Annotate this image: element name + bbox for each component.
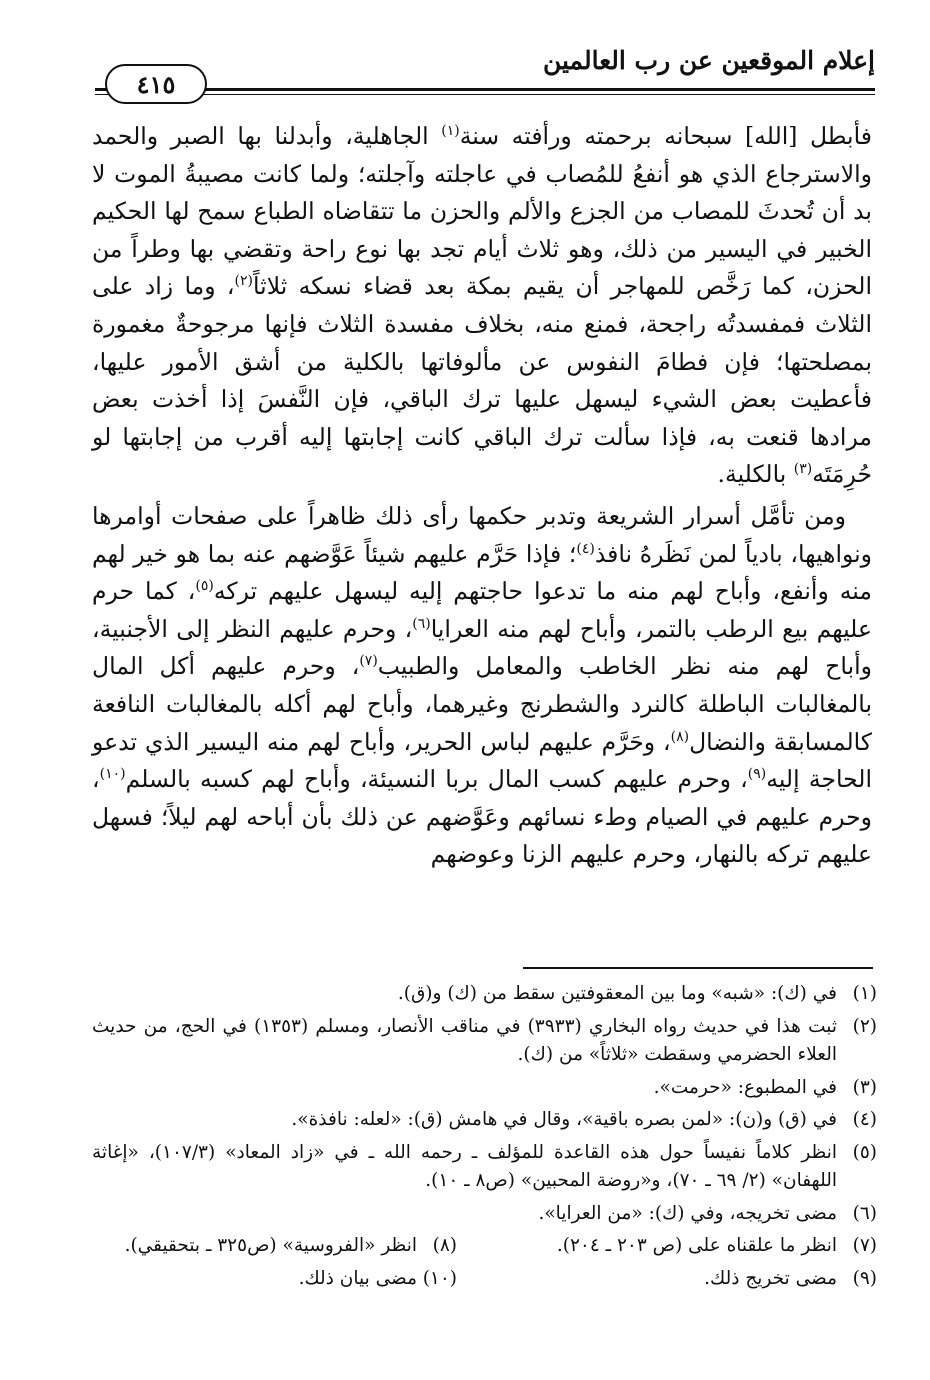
- footnote-ref: (٥): [195, 578, 214, 595]
- page-header: [95, 38, 875, 106]
- paragraph-1: [92, 118, 872, 494]
- footnote-text: في المطبوع: «حرمت».: [653, 1076, 837, 1098]
- footnote-ref: (٣): [793, 461, 813, 478]
- text-run: ، وما زاد على الثلاث فمفسدتُه راجحة، فمنع منه، بخلاف مفسدة الثلاث فإنها مرجوحةٌ مغمورة بمصلحتها؛ فإن فطامَ النفوس عن مألوفاتها بالكلية من أشق الأمور عليها، فأعطيت بعض الشيء ليسهل عليها ترك الباقي، فإن النَّفسَ إذا أخذت بعض مرادها قنعت به، فإذا سألت ترك الباقي كانت إجابتها إليه أقرب من إجابتها لو حُرِمَتَه: [92, 272, 872, 489]
- footnote-text: مضى تخريجه، وفي (ك): «من العرايا».: [538, 1202, 837, 1224]
- main-text: [92, 118, 872, 874]
- footnote-number: (٧): [852, 1235, 877, 1256]
- footnote-number: (١): [852, 983, 877, 1004]
- text-run: الجاهلية، وأبدلنا بها الصبر والحمد والاسترجاع الذي هو أنفعُ للمُصاب في عاجلته وآجلته؛ ولما كانت مصيبةُ الموت لا بد أن تُحدثَ للمصاب من الجزع والألم والحزن ما تتقاضاه الطباع سمح لها الحكيم الخبير في اليسير من ذلك، وهو ثلاث أيام تجد بها نوع راحة وتقضي بها وطراً من الحزن، كما رَخَّص للمهاجر أن يقيم بمكة بعد قضاء نسكه ثلاثاً: [92, 122, 872, 301]
- header-rule-thin: [95, 94, 875, 95]
- footnote-ref: (١): [441, 123, 460, 140]
- footnote-number: (٣): [852, 1076, 877, 1098]
- text-run: ، وحرم عليهم أكل المال بالمغالبات الباطلة كالنرد والشطرنج وغيرهما، وأباح لهم أكله بالمغالبات النافعة كالمسابقة والنضال: [92, 652, 872, 756]
- footnote-number: (٢): [852, 1015, 877, 1037]
- paragraph-2: [92, 498, 872, 874]
- footnote-1: [92, 980, 877, 1009]
- footnote-number: (٦): [852, 1202, 877, 1224]
- header-rule-thick: [95, 88, 875, 91]
- footnote-text: انظر «الفروسية» (ص٣٢٥ ـ بتحقيقي).: [124, 1235, 417, 1256]
- footnote-text: انظر ما علقناه على (ص ٢٠٣ ـ ٢٠٤).: [556, 1235, 837, 1256]
- footnote-ref: (٤): [576, 540, 595, 557]
- page-number: ٤١٥: [136, 69, 176, 99]
- footnote-number: (٤): [852, 1109, 877, 1130]
- footnote-text: مضى تخريج ذلك.: [704, 1267, 837, 1289]
- footnote-ref: (٦): [412, 615, 431, 632]
- footnote-ref: (٧): [359, 653, 378, 670]
- footnote-4: [92, 1106, 877, 1135]
- text-run: ، وحرم عليهم في الصيام وطء نسائهم وعَوَّضهم عن ذلك بأن أباحه لهم ليلاً؛ فسهل عليهم تركه بالنهار، وحرم عليهم الزنا وعوضهم: [92, 765, 872, 869]
- footnote-ref: (٨): [670, 728, 690, 745]
- footnote-ref: (١٠): [99, 766, 126, 783]
- footnotes: [92, 980, 877, 1297]
- footnote-3: [92, 1074, 877, 1103]
- footnote-5: [92, 1139, 877, 1196]
- footnote-text: مضى بيان ذلك.: [298, 1267, 417, 1289]
- footnote-text: انظر كلاماً نفيساً حول هذه القاعدة للمؤلف ـ رحمه الله ـ في «زاد المعاد» (١٠٧/٣)، «إغاثة اللهفان» (٢/ ٦٩ ـ ٧٠)، و«روضة المحبين» (ص٨ ـ ١٠).: [92, 1141, 838, 1191]
- footnote-7: [457, 1232, 877, 1261]
- text-run: ، كما حرم عليهم بيع الرطب بالتمر، وأباح لهم منه العرايا: [92, 577, 872, 643]
- footnote-9: [457, 1265, 877, 1294]
- footnote-row-7-8: [92, 1232, 877, 1261]
- footnote-2: [92, 1013, 877, 1070]
- footnote-separator: [523, 967, 873, 969]
- footnote-ref: (٩): [747, 766, 767, 783]
- text-run: ومن تأمَّل أسرار الشريعة وتدبر حكمها رأى ذلك ظاهراً على صفحات أوامرها ونواهيها، بادياً لمن نَظَرهُ نافذ: [92, 501, 872, 568]
- footnote-ref: (٢): [234, 273, 253, 290]
- footnote-text: في (ق) و(ن): «لمن بصره باقية»، وقال في هامش (ق): «لعله: نافذة».: [291, 1109, 837, 1130]
- running-title: إعلام الموقعين عن رب العالمين: [542, 46, 875, 75]
- text-run: ، وحَرَّم عليهم لباس الحرير، وأباح لهم منه اليسير الذي تدعو الحاجة إليه: [92, 727, 872, 794]
- footnote-number: (٨): [432, 1235, 457, 1256]
- text-run: بالكلية.: [717, 460, 794, 489]
- footnote-10: [92, 1265, 457, 1294]
- text-run: ، وحرم عليهم كسب المال بربا النسيئة، وأباح لهم كسبه بالسلم: [125, 765, 748, 794]
- footnote-number: (٩): [852, 1267, 877, 1289]
- footnote-6: [92, 1200, 877, 1229]
- footnote-row-9-10: [92, 1265, 877, 1294]
- footnote-number: (١٠): [422, 1267, 457, 1289]
- page-number-badge: [105, 64, 207, 104]
- footnote-text: ثبت هذا في حديث رواه البخاري (٣٩٣٣) في مناقب الأنصار، ومسلم (١٣٥٣) في الحج، من حديث العلاء الحضرمي وسقطت «ثلاثاً» من (ك).: [92, 1015, 837, 1065]
- text-run: ، وحرم عليهم النظر إلى الأجنبية، وأباح لهم منه نظر الخاطب والمعامل والطبيب: [92, 614, 873, 681]
- text-run: فأبطل [الله] سبحانه برحمته ورأفته سنة: [459, 122, 872, 150]
- footnote-number: (٥): [852, 1141, 877, 1163]
- text-run: ؛ فإذا حَرَّم عليهم شيئاً عَوَّضهم عنه بما هو خير لهم منه وأنفع، وأباح لهم منه ما تدعوا حاجتهم إليه ليسهل عليهم تركه: [92, 539, 872, 606]
- footnote-text: في (ك): «شبه» وما بين المعقوفتين سقط من (ك) و(ق).: [397, 983, 837, 1004]
- footnote-8: [92, 1232, 457, 1261]
